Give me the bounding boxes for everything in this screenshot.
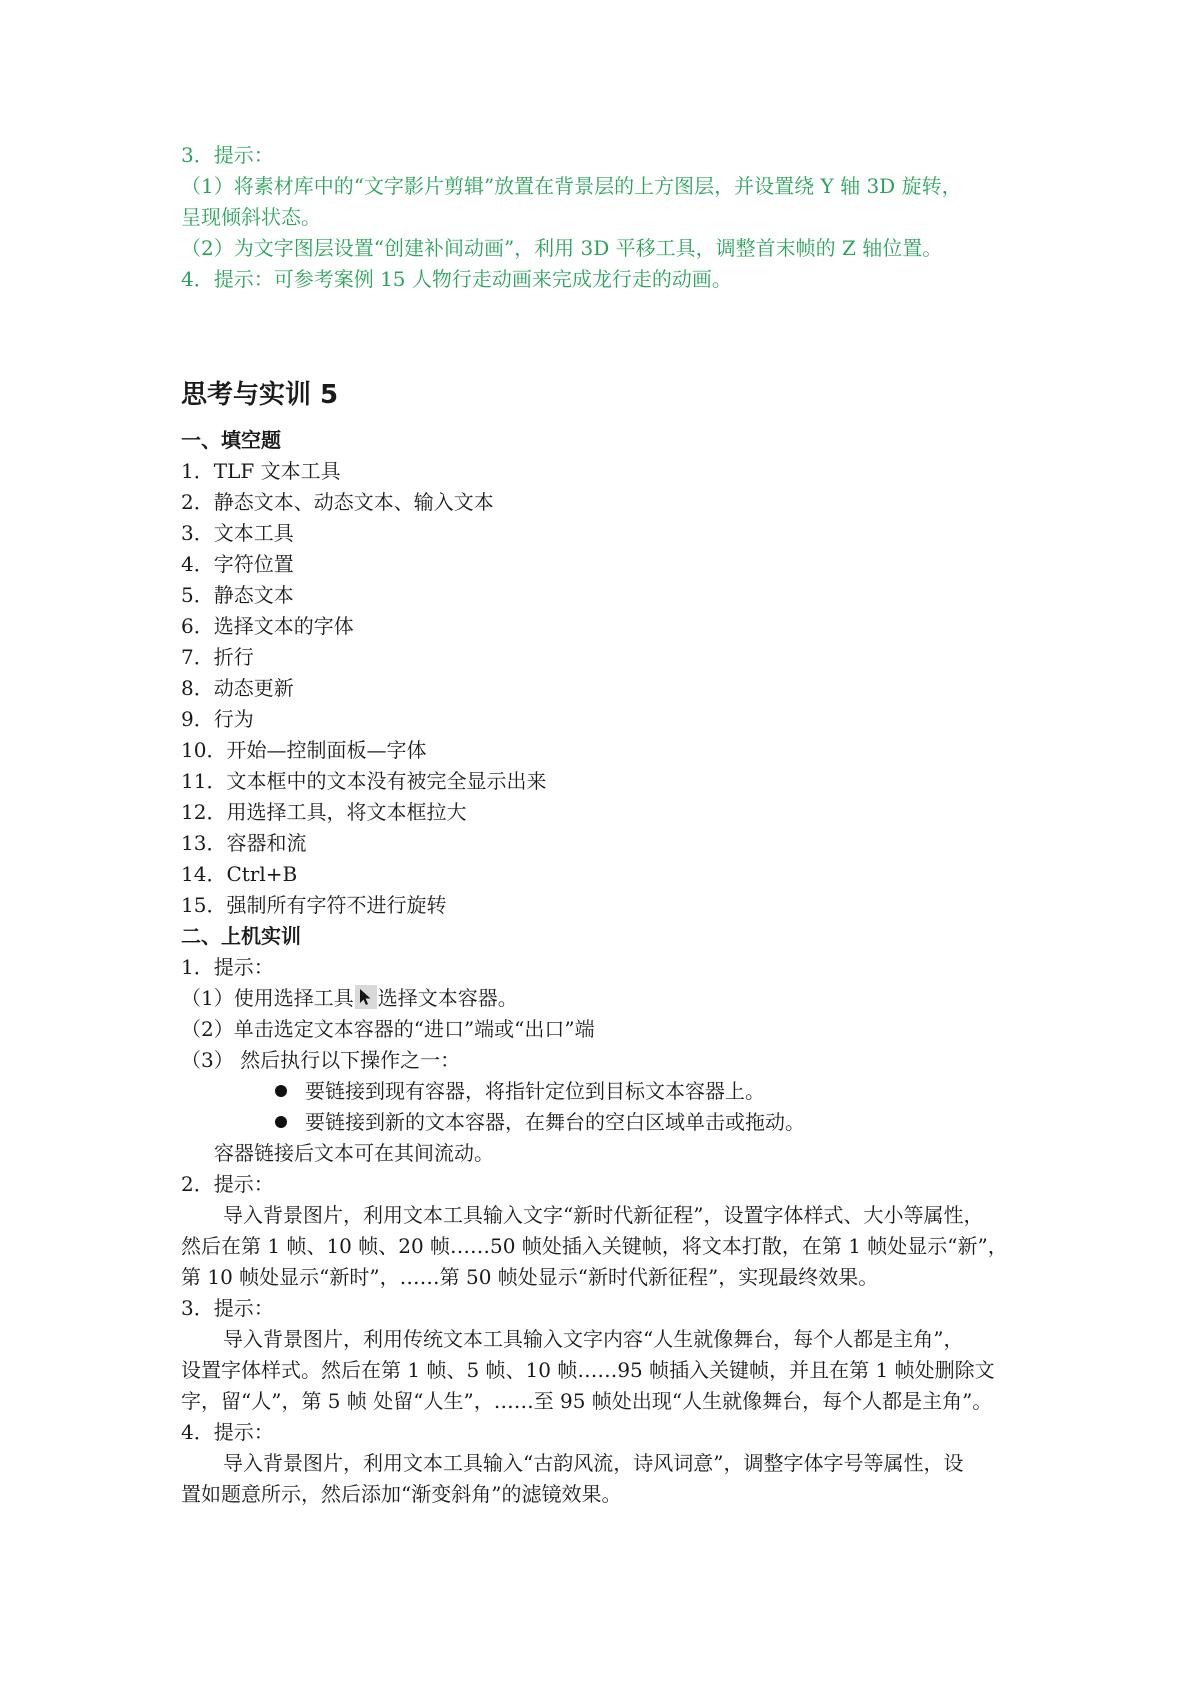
hint-3-step2: （2）为文字图层设置“创建补间动画”，利用 3D 平移工具，调整首末帧的 Z 轴位置。 [181, 236, 943, 260]
lab-q2-line2: 然后在第 1 帧、10 帧、20 帧……50 帧处插入关键帧，将文本打散，在第 1 帧处显示“新”， [181, 1234, 1008, 1258]
fill-blank-heading: 一、填空题 [181, 428, 281, 452]
answer-item: 8．动态更新 [181, 676, 294, 700]
answer-item: 3．文本工具 [181, 521, 294, 545]
answer-item: 6．选择文本的字体 [181, 614, 354, 638]
lab-q2-line1: 导入背景图片，利用文本工具输入文字“新时代新征程”，设置字体样式、大小等属性， [223, 1203, 984, 1227]
lab-q3-line1: 导入背景图片，利用传统文本工具输入文字内容“人生就像舞台，每个人都是主角”， [223, 1327, 964, 1351]
answer-item: 5．静态文本 [181, 583, 294, 607]
lab-q1-tail: 容器链接后文本可在其间流动。 [214, 1141, 494, 1165]
lab-q4-line1: 导入背景图片，利用文本工具输入“古韵风流，诗风词意”，调整字体字号等属性，设 [223, 1451, 964, 1475]
arrow-cursor-icon [355, 985, 377, 1009]
fill-blank-answers [181, 456, 1021, 921]
document-page [181, 140, 1021, 1510]
lab-q2 [181, 1169, 1021, 1293]
answer-item: 1．TLF 文本工具 [181, 459, 341, 483]
answer-item: 9．行为 [181, 707, 254, 731]
lab-q4 [181, 1417, 1021, 1510]
lab-q3-label: 3．提示： [181, 1296, 274, 1320]
lab-q1-step2: （2）单击选定文本容器的“进口”端或“出口”端 [181, 1017, 595, 1041]
lab-q3 [181, 1293, 1021, 1417]
lab-q1 [181, 952, 1021, 1169]
lab-q1-step3: （3） 然后执行以下操作之一： [181, 1048, 461, 1072]
lab-q3-line2: 设置字体样式。然后在第 1 帧、5 帧、10 帧……95 帧插入关键帧，并且在第 1 帧处删除文 [181, 1358, 995, 1382]
lab-q1-label: 1．提示： [181, 955, 274, 979]
answer-item: 11．文本框中的文本没有被完全显示出来 [181, 769, 547, 793]
answer-item: 14．Ctrl+B [181, 862, 298, 886]
bullet-text: 要链接到新的文本容器，在舞台的空白区域单击或拖动。 [305, 1110, 805, 1134]
bullet-icon [275, 1116, 287, 1128]
lab-q1-step1-before: （1）使用选择工具 [181, 986, 354, 1010]
lab-q3-line3: 字，留“人”，第 5 帧 处留“人生”，……至 95 帧处出现“人生就像舞台，每个人都是主角”。 [181, 1389, 993, 1413]
bullet-icon [275, 1085, 287, 1097]
lab-q1-step1-after: 选择文本容器。 [377, 986, 518, 1010]
lab-q1-step1 [181, 983, 1021, 1014]
answer-item: 10．开始—控制面板—字体 [181, 738, 427, 762]
lab-q4-label: 4．提示： [181, 1420, 274, 1444]
lab-q1-bullet [181, 1076, 1021, 1107]
hint-3-label: 3．提示： [181, 143, 274, 167]
section-title: 思考与实训 5 [181, 380, 339, 410]
answer-item: 15．强制所有字符不进行旋转 [181, 893, 447, 917]
hint-4: 4．提示：可参考案例 15 人物行走动画来完成龙行走的动画。 [181, 267, 732, 291]
answer-item: 2．静态文本、动态文本、输入文本 [181, 490, 494, 514]
bullet-text: 要链接到现有容器，将指针定位到目标文本容器上。 [305, 1079, 765, 1103]
answer-item: 4．字符位置 [181, 552, 294, 576]
answer-item: 13．容器和流 [181, 831, 307, 855]
hint-3-step1-line1: （1）将素材库中的“文字影片剪辑”放置在背景层的上方图层，并设置绕 Y 轴 3D 旋转， [181, 174, 962, 198]
lab-q4-line2: 置如题意所示，然后添加“渐变斜角”的滤镜效果。 [181, 1482, 622, 1506]
lab-q1-bullet [181, 1107, 1021, 1138]
answer-item: 12．用选择工具，将文本框拉大 [181, 800, 467, 824]
lab-q2-label: 2．提示： [181, 1172, 274, 1196]
lab-q2-line3: 第 10 帧处显示“新时”，……第 50 帧处显示“新时代新征程”，实现最终效果。 [181, 1265, 879, 1289]
hint-3-step1-line2: 呈现倾斜状态。 [181, 205, 321, 229]
answer-item: 7．折行 [181, 645, 254, 669]
lab-training-heading: 二、上机实训 [181, 924, 301, 948]
